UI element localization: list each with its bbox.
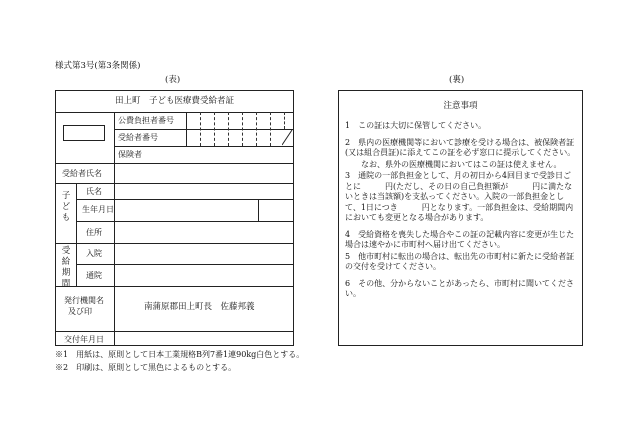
card-title: 田上町 子ども医療費受給者証 <box>56 91 293 113</box>
recipient-name-label: 受給者氏名 <box>62 169 102 178</box>
slash-mark <box>282 129 293 146</box>
form-number: 様式第3号(第3条関係) <box>55 61 141 71</box>
note-item: 2 県内の医療機関等において診療を受ける場合は、被保険者証(又は組合員証)に添えてこの証を必ず窓口に提示してください。 <box>345 137 576 157</box>
back-side-label: (裏) <box>449 75 465 85</box>
birth-date-label: 生年月日 <box>82 205 114 214</box>
recipient-number-label: 受給者番号 <box>118 133 158 142</box>
front-side-label: (表) <box>165 75 181 85</box>
payer-number-label: 公費負担者番号 <box>118 116 174 125</box>
issuer-label-2: 及び印 <box>68 307 92 316</box>
note-item: なお、県外の医療機関においてはこの証は使えません。 <box>345 159 562 169</box>
child-name-label: 氏名 <box>86 187 102 196</box>
footnote-1: ※1 用紙は、原則として日本工業規格B列7番1連90kg白色とする。 <box>55 350 305 359</box>
stamp-box <box>63 125 105 141</box>
address-label: 住所 <box>86 228 102 237</box>
note-item: 5 他市町村に転出の場合は、転出先の市町村に新たに受給者証の交付を受けてください。 <box>345 251 575 271</box>
note-item: 1 この証は大切に保管してください。 <box>345 121 487 130</box>
outpatient-label: 通院 <box>86 271 102 280</box>
child-group-label: 子ども <box>61 191 71 223</box>
issuer-label-1: 発行機関名 <box>64 296 104 305</box>
issuer-name: 南蒲原郡田上町長 佐藤邦義 <box>144 302 255 312</box>
front-card <box>55 90 294 346</box>
footnote-2: ※2 印刷は、原則として黒色によるものとする。 <box>55 363 237 372</box>
notes-title: 注意事項 <box>443 101 478 111</box>
inpatient-label: 入院 <box>86 249 102 258</box>
notes-list <box>345 121 576 306</box>
issue-date-label: 交付年月日 <box>64 335 104 344</box>
note-item: 6 その他、分からないことがあったら、市町村に聞いてください。 <box>345 278 575 298</box>
insured-label: 保険者 <box>118 150 142 159</box>
period-group-label: 受給期間 <box>61 246 71 289</box>
note-item: 3 通院の一部負担金として、月の初日から4回目まで受診日ごとに 円(ただし、その日の自己負担額が 円に満たないときは当該額)を支払ってください。入院の一部負担金として、1日につき 円となります。一部負担金は、受給期間内においても変更となる場合があります。 <box>345 171 574 222</box>
back-card <box>338 90 583 346</box>
note-item: 4 受給資格を喪失した場合やこの証の記載内容に変更が生じた場合は速やかに市町村へ届け出てください。 <box>345 229 575 249</box>
